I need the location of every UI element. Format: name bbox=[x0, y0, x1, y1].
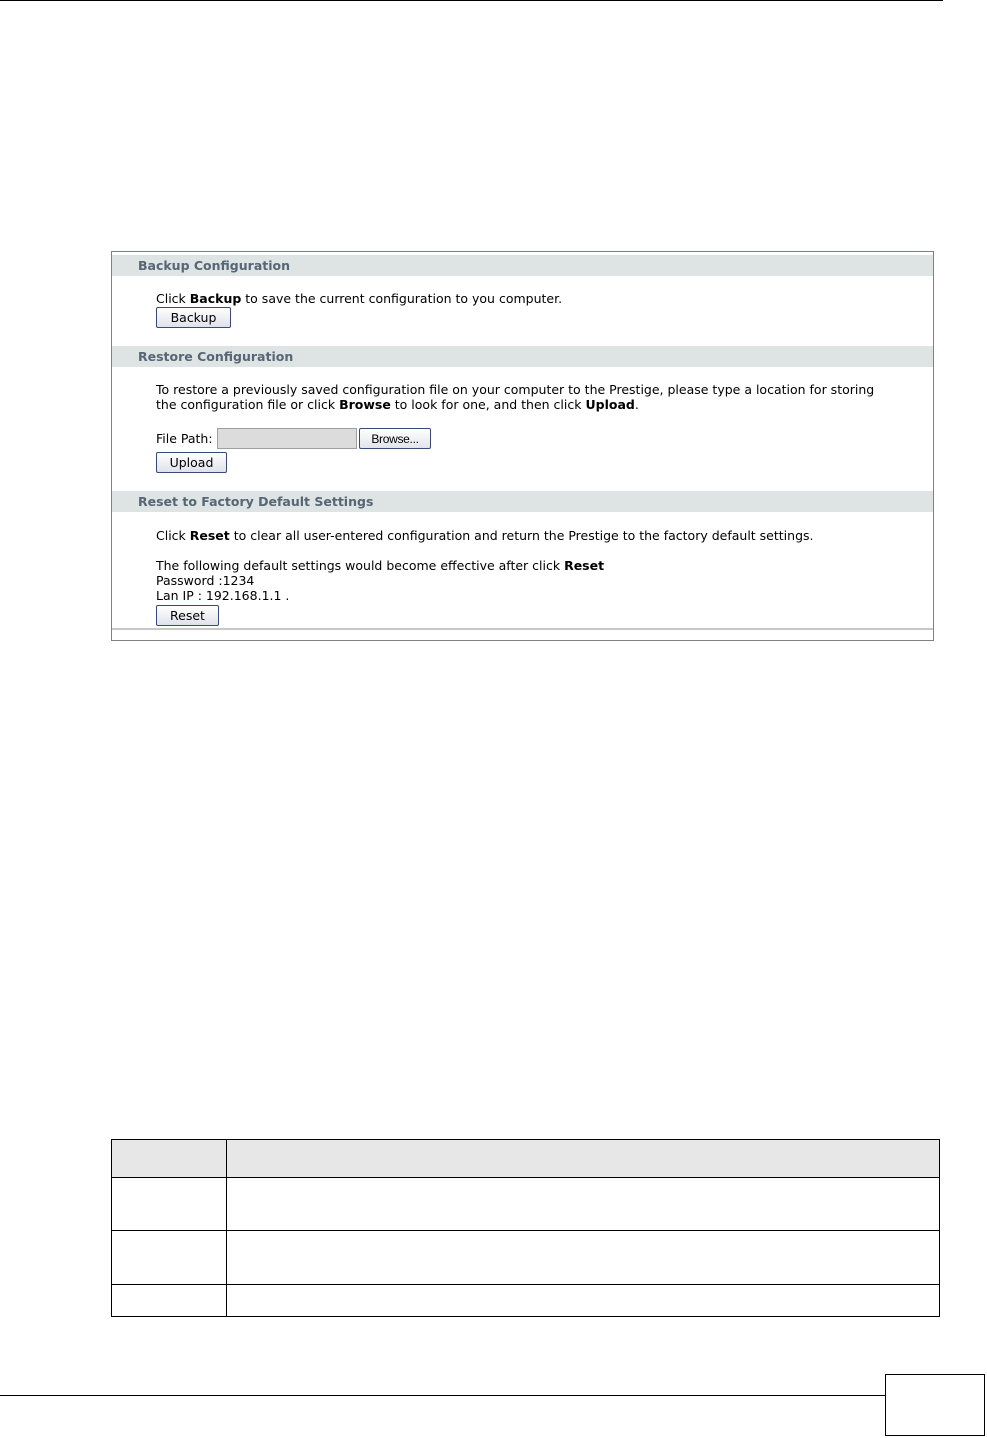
table-header-cell bbox=[112, 1140, 227, 1178]
file-path-label: File Path: bbox=[156, 431, 213, 446]
footer-rule bbox=[0, 1395, 885, 1396]
backup-instruction: Click Backup to save the current configuration to you computer. bbox=[156, 291, 563, 306]
backup-button[interactable]: Backup bbox=[156, 307, 231, 328]
restore-section-header: Restore Configuration bbox=[112, 346, 933, 367]
default-lan-ip: Lan IP : 192.168.1.1 . bbox=[156, 588, 290, 603]
table-header-cell bbox=[227, 1140, 940, 1178]
default-password: Password :1234 bbox=[156, 573, 255, 588]
restore-instruction-line1: To restore a previously saved configuration file on your computer to the Prestige, please type a location for storing bbox=[156, 382, 875, 397]
reset-default-note: The following default settings would become effective after click Reset bbox=[156, 558, 605, 573]
panel-bottom-line bbox=[112, 628, 933, 630]
top-rule bbox=[0, 0, 943, 1]
browse-button[interactable]: Browse... bbox=[359, 428, 431, 449]
table-row bbox=[112, 1285, 940, 1317]
maintenance-config-panel bbox=[111, 251, 934, 641]
restore-instruction-line2: the configuration file or click Browse to look for one, and then click Upload. bbox=[156, 397, 639, 412]
label-description-table bbox=[111, 1139, 940, 1317]
table-row bbox=[112, 1178, 940, 1231]
backup-section-header: Backup Configuration bbox=[112, 255, 933, 276]
reset-button[interactable]: Reset bbox=[156, 605, 219, 626]
upload-button[interactable]: Upload bbox=[156, 452, 227, 473]
reset-section-header: Reset to Factory Default Settings bbox=[112, 491, 933, 512]
file-path-input[interactable] bbox=[217, 428, 357, 449]
reset-instruction: Click Reset to clear all user-entered configuration and return the Prestige to the factory default settings. bbox=[156, 528, 814, 543]
page-number-box bbox=[885, 1374, 985, 1436]
table-row bbox=[112, 1231, 940, 1285]
